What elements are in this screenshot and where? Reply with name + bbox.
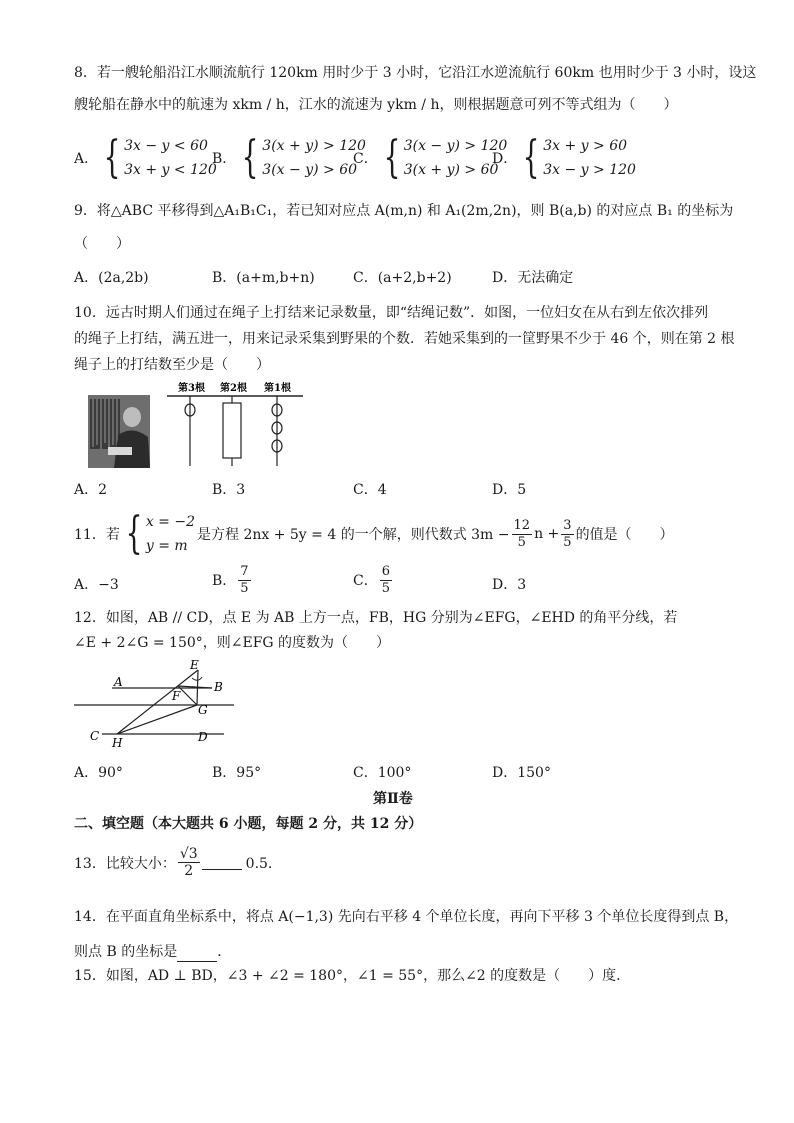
q15-stem: 15．如图，AD ⊥ BD，∠3 + ∠2 = 180°，∠1 = 55°，那么∠2 的度数是（ ）度． (74, 968, 631, 984)
q13-stem: 13．比较大小： $\frac{√3}{2}$ 0.5． (74, 846, 282, 879)
q10-option-d[interactable]: D．5 (492, 482, 527, 498)
q10-stem-line3: 绳子上的打结数至少是（ ） (74, 357, 270, 373)
brace-icon: { (383, 132, 401, 183)
part-two-heading: 第Ⅱ卷 (373, 791, 413, 807)
fill-in-section-heading: 二、填空题（本大题共 6 小题，每题 2 分，共 12 分） (74, 816, 423, 832)
q14-stem-line1: 14．在平面直角坐标系中，将点 A(−1,3) 先向右平移 4 个单位长度，再向下平移 3 个单位长度得到点 B， (74, 909, 739, 925)
q9-option-d[interactable]: D．无法确定 (492, 270, 574, 286)
q11-stem: 11．若 { x = −2 y = m 是方程 2nx + 5y = 4 的一个解，则代数式 3m − $\frac{12}{5}$ n + $\frac{3}{5}$ 的值是（ ） (74, 508, 674, 559)
q8-option-c[interactable]: C． { 3(x − y) > 120 3(x + y) > 60 (353, 132, 508, 183)
q14-stem-line2: 则点 B 的坐标是 ． (74, 944, 232, 960)
q10-stem-line1: 10．远古时期人们通过在绳子上打结来记录数量，即“结绳记数”．如图，一位妇女在从右到左依次排列 (74, 305, 709, 321)
brace-icon: { (125, 508, 143, 559)
q11-option-d[interactable]: D．3 (492, 577, 527, 593)
q8-stem-line1: 8．若一艘轮船沿江水顺流航行 120km 用时少于 3 小时，它沿江水逆流航行 60km 也用时少于 3 小时，设这 (74, 65, 757, 81)
q9-option-b[interactable]: B．(a+m,b+n) (212, 270, 315, 286)
woman-tying-knots-photo (88, 395, 150, 468)
q9-stem-line1: 9．将△ABC 平移得到△A₁B₁C₁，若已知对应点 A(m,n) 和 A₁(2m,2n)，则 B(a,b) 的对应点 B₁ 的坐标为 (74, 203, 734, 219)
q13-answer-blank[interactable] (202, 855, 242, 870)
q11-option-c[interactable]: C． $\frac{6}{5}$ (353, 564, 390, 596)
q12-stem-line2: ∠E + 2∠G = 150°，则∠EFG 的度数为（ ） (74, 635, 391, 651)
q9-option-c[interactable]: C．(a+2,b+2) (353, 270, 452, 286)
label-a: A (114, 675, 123, 689)
label-g: G (198, 703, 208, 717)
rope-1-label: 第1根 (264, 383, 291, 394)
option-label: C． (353, 151, 378, 167)
label-c: C (90, 729, 100, 743)
label-d: D (198, 730, 208, 744)
q8-option-b[interactable]: B． { 3(x + y) > 120 3(x − y) > 60 (212, 132, 366, 183)
q9-stem-line2: （ ） (74, 236, 130, 252)
q8-stem-line2: 艘轮船在静水中的航速为 xkm / h，江水的流速为 ykm / h，则根据题意可列不等式组为（ ） (74, 97, 678, 113)
q12-option-a[interactable]: A．90° (74, 765, 123, 781)
brace-icon: { (103, 132, 121, 183)
q12-option-d[interactable]: D．150° (492, 765, 551, 781)
rope-3-label: 第3根 (178, 383, 205, 394)
brace-icon: { (522, 132, 540, 183)
q12-option-c[interactable]: C．100° (353, 765, 412, 781)
q14-answer-blank[interactable] (177, 947, 217, 962)
q10-option-a[interactable]: A．2 (74, 482, 108, 498)
q10-option-b[interactable]: B．3 (212, 482, 246, 498)
label-h: H (112, 736, 123, 750)
q11-option-a[interactable]: A．−3 (74, 577, 119, 593)
brace-icon: { (241, 132, 259, 183)
q12-stem-line1: 12．如图，AB // CD，点 E 为 AB 上方一点，FB，HG 分别为∠EFG，∠EHD 的角平分线，若 (74, 610, 678, 626)
q12-option-b[interactable]: B．95° (212, 765, 262, 781)
option-label: B． (212, 151, 237, 167)
rope-2-label: 第2根 (220, 383, 247, 394)
q10-stem-line2: 的绳子上打结，满五进一，用来记录采集到野果的个数．若她采集到的一筐野果不少于 46 个，则在第 2 根 (74, 331, 735, 347)
option-label: D． (492, 151, 518, 167)
q8-option-a[interactable]: A． { 3x − y < 60 3x + y < 120 (74, 132, 217, 183)
label-b: B (214, 680, 223, 694)
knot-ropes-figure (165, 378, 305, 470)
q10-option-c[interactable]: C．4 (353, 482, 387, 498)
q8-option-d[interactable]: D． { 3x + y > 60 3x − y > 120 (492, 132, 636, 183)
q9-option-a[interactable]: A．(2a,2b) (74, 270, 149, 286)
option-label: A． (74, 151, 99, 167)
label-e: E (190, 658, 199, 672)
parallel-lines-figure (74, 658, 244, 753)
label-f: F (172, 689, 181, 703)
q11-option-b[interactable]: B． $\frac{7}{5}$ (212, 564, 249, 596)
